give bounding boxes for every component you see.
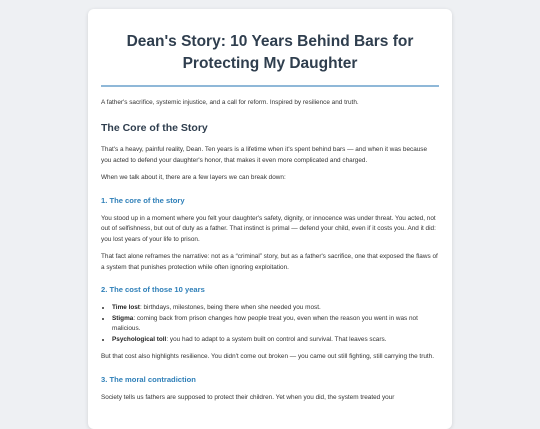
body-paragraph: You stood up in a moment where you felt your daughter's safety, dignity, or innocence was under threat. You acted, not out of selfishness, but out of duty as a father. That instinct is primal — defend your child, even if it costs you. And it did: you lost years of your life to prison.: [101, 214, 436, 243]
list-term: Time lost: [112, 304, 140, 311]
list-text: : birthdays, milestones, being there when she needed you most.: [139, 304, 321, 311]
body-paragraph: But that cost also highlights resilience. You didn't come out broken — you came out still fighting, still carrying the truth.: [101, 353, 434, 360]
list-text: : you had to adapt to a system built on control and survival. That leaves scars.: [166, 335, 387, 343]
list-item: [112, 335, 439, 346]
article-card: [88, 9, 452, 429]
part-heading: 1. The core of the story: [101, 195, 185, 205]
list-item: [112, 314, 439, 335]
list-term: Stigma: [112, 314, 134, 322]
part-heading: 2. The cost of those 10 years: [101, 285, 205, 294]
section-heading: The Core of the Story: [101, 122, 208, 134]
intro-paragraph: That's a heavy, painful reality, Dean. Ten years is a lifetime when it's spent behind bars — and when it was because you acted to defend your daughter's honor, that makes it even more complicated and charged.: [101, 146, 428, 164]
subtitle: A father's sacrifice, systemic injustice, and a call for reform. Inspired by resilience and truth.: [101, 99, 359, 106]
page-title: Dean's Story: 10 Years Behind Bars for Protecting My Daughter: [101, 31, 439, 87]
cost-list: [101, 303, 439, 345]
body-paragraph: Society tells us fathers are supposed to protect their children. Yet when you did, the system treated your: [101, 393, 395, 401]
list-item: [112, 303, 439, 314]
body-paragraph: That fact alone reframes the narrative: not as a “criminal” story, but as a father's sacrifice, one that exposed the flaws of a system that punishes protection while often ignoring exploitation.: [101, 253, 438, 271]
intro-paragraph: When we talk about it, there are a few layers we can break down:: [101, 174, 286, 181]
part-heading: 3. The moral contradiction: [101, 374, 196, 384]
list-text: : coming back from prison changes how people treat you, even when the reason you went in was not malicious.: [112, 314, 418, 332]
list-term: Psychological toll: [112, 335, 167, 343]
